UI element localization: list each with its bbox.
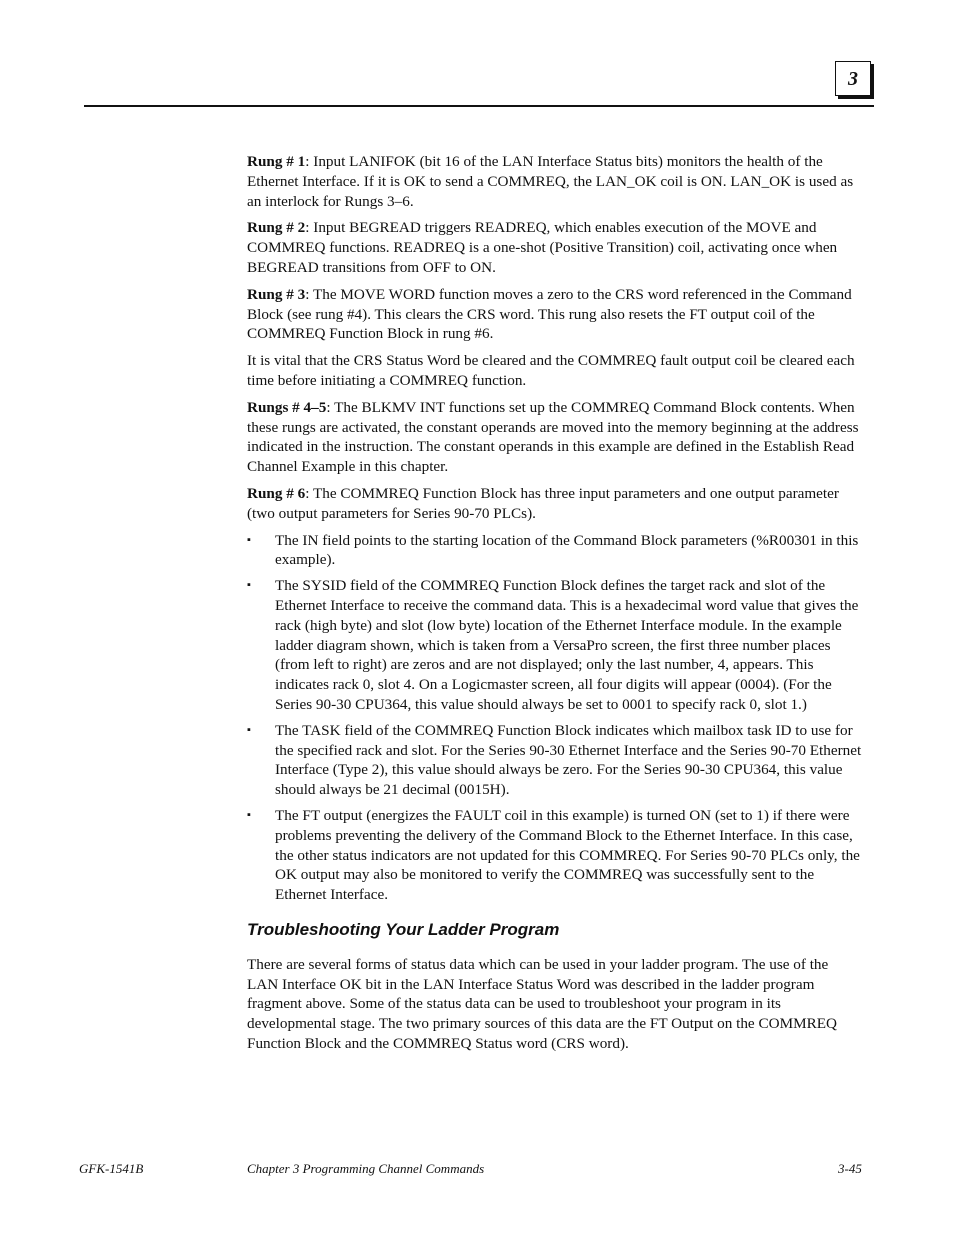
rung-3-text: : The MOVE WORD function moves a zero to the CRS word referenced in the Command Block (see rung #4). This clears the CRS word. This rung also resets the FT output coil of the COMMREQ Function Block in rung #6. [247, 285, 852, 343]
rung-6-text: : The COMMREQ Function Block has three input parameters and one output parameter (two output parameters for Series 90-70 PLCs). [247, 484, 839, 522]
rung-1-paragraph [247, 152, 863, 211]
bullet-in-field-text: The IN field points to the starting location of the Command Block parameters (%R00301 in this example). [275, 531, 859, 569]
page-footer [0, 1161, 954, 1181]
bullet-icon: ▪ [247, 723, 251, 736]
parameter-bullet-list [247, 531, 863, 905]
rung-2-text: : Input BEGREAD triggers READREQ, which enables execution of the MOVE and COMMREQ functions. READREQ is a one-shot (Positive Transition) coil, activating once when BEGREAD transitions from OFF to ON. [247, 219, 838, 276]
bullet-sysid-field-text: The SYSID field of the COMMREQ Function Block defines the target rack and slot of the Ethernet Interface to receive the command data. This is a hexadecimal word value that gives the rack (high byte) and slot (low byte) location of the Ethernet Interface module. In the example ladder diagram shown, which is taken from a VersaPro screen, the first three number places (from left to right) are zeros and are not displayed; only the last number, 4, appears. This indicates rack 0, slot 4. On a Logicmaster screen, all four digits will appear (0004). (For the Series 90-30 CPU364, this value should always be set to 0001 to specify rack 0, slot 1.) [275, 577, 859, 713]
rung-3-paragraph [247, 285, 863, 344]
bullet-task-field-text: The TASK field of the COMMREQ Function Block indicates which mailbox task ID to use for the specified rack and slot. For the Series 90-30 Ethernet Interface and the Series 90-70 Ethernet Interface (Type 2), this value should always be zero. For the Series 90-30 CPU364, this value should always be 21 decimal (0015H). [275, 721, 862, 799]
rung-1-label: Rung # 1 [247, 153, 306, 170]
section-heading: Troubleshooting Your Ladder Program [247, 919, 560, 939]
page-content [247, 152, 863, 1061]
rung-3-label: Rung # 3 [247, 285, 306, 303]
list-item [247, 531, 863, 571]
list-item [247, 576, 863, 715]
footer-doc-id: GFK-1541B [79, 1161, 144, 1176]
rungs-4-5-paragraph [247, 398, 863, 477]
footer-chapter-title: Chapter 3 Programming Channel Commands [247, 1161, 485, 1176]
rung-1-text: : Input LANIFOK (bit 16 of the LAN Interface Status bits) monitors the health of the Ethernet Interface. If it is OK to send a COMMREQ, the LAN_OK coil is ON. LAN_OK is used as an interlock for Rungs 3–6. [247, 153, 854, 210]
troubleshooting-paragraph: There are several forms of status data which can be used in your ladder program. The use of the LAN Interface OK bit in the LAN Interface Status Word was described in the ladder program fragment above. Some of the status data can be used to troubleshoot your program in its developmental stage. The two primary sources of this data are the FT Output on the COMMREQ Function Block and the COMMREQ Status word (CRS word). [247, 955, 837, 1053]
rung-2-paragraph [247, 218, 863, 277]
bullet-icon: ▪ [247, 808, 251, 821]
rung-6-label: Rung # 6 [247, 484, 306, 502]
rung-2-label: Rung # 2 [247, 219, 306, 237]
bullet-ft-output-text: The FT output (energizes the FAULT coil in this example) is turned ON (set to 1) if there were problems preventing the delivery of the Command Block to the Ethernet Interface. In this case, the other status indicators are not updated for this COMMREQ. For Series 90-70 PLCs only, the OK output may also be monitored to verify the COMMREQ was successfully sent to the Ethernet Interface. [275, 806, 860, 904]
list-item [247, 721, 863, 800]
header-rule [84, 105, 874, 107]
list-item [247, 806, 863, 905]
rungs-4-5-text: : The BLKMV INT functions set up the COMMREQ Command Block contents. When these rungs are activated, the constant operands are moved into the memory beginning at the address indicated in the instruction. The constant operands in this example are defined in the Establish Read Channel Example in this chapter. [247, 398, 859, 476]
rung-6-paragraph [247, 484, 863, 524]
rungs-4-5-label: Rungs # 4–5 [247, 398, 327, 416]
crs-note-paragraph: It is vital that the CRS Status Word be cleared and the COMMREQ fault output coil be cleared each time before initiating a COMMREQ function. [247, 352, 855, 389]
chapter-number-box: 3 [835, 61, 871, 96]
footer-page-number: 3-45 [838, 1161, 862, 1176]
bullet-icon: ▪ [247, 579, 251, 592]
bullet-icon: ▪ [247, 533, 251, 546]
